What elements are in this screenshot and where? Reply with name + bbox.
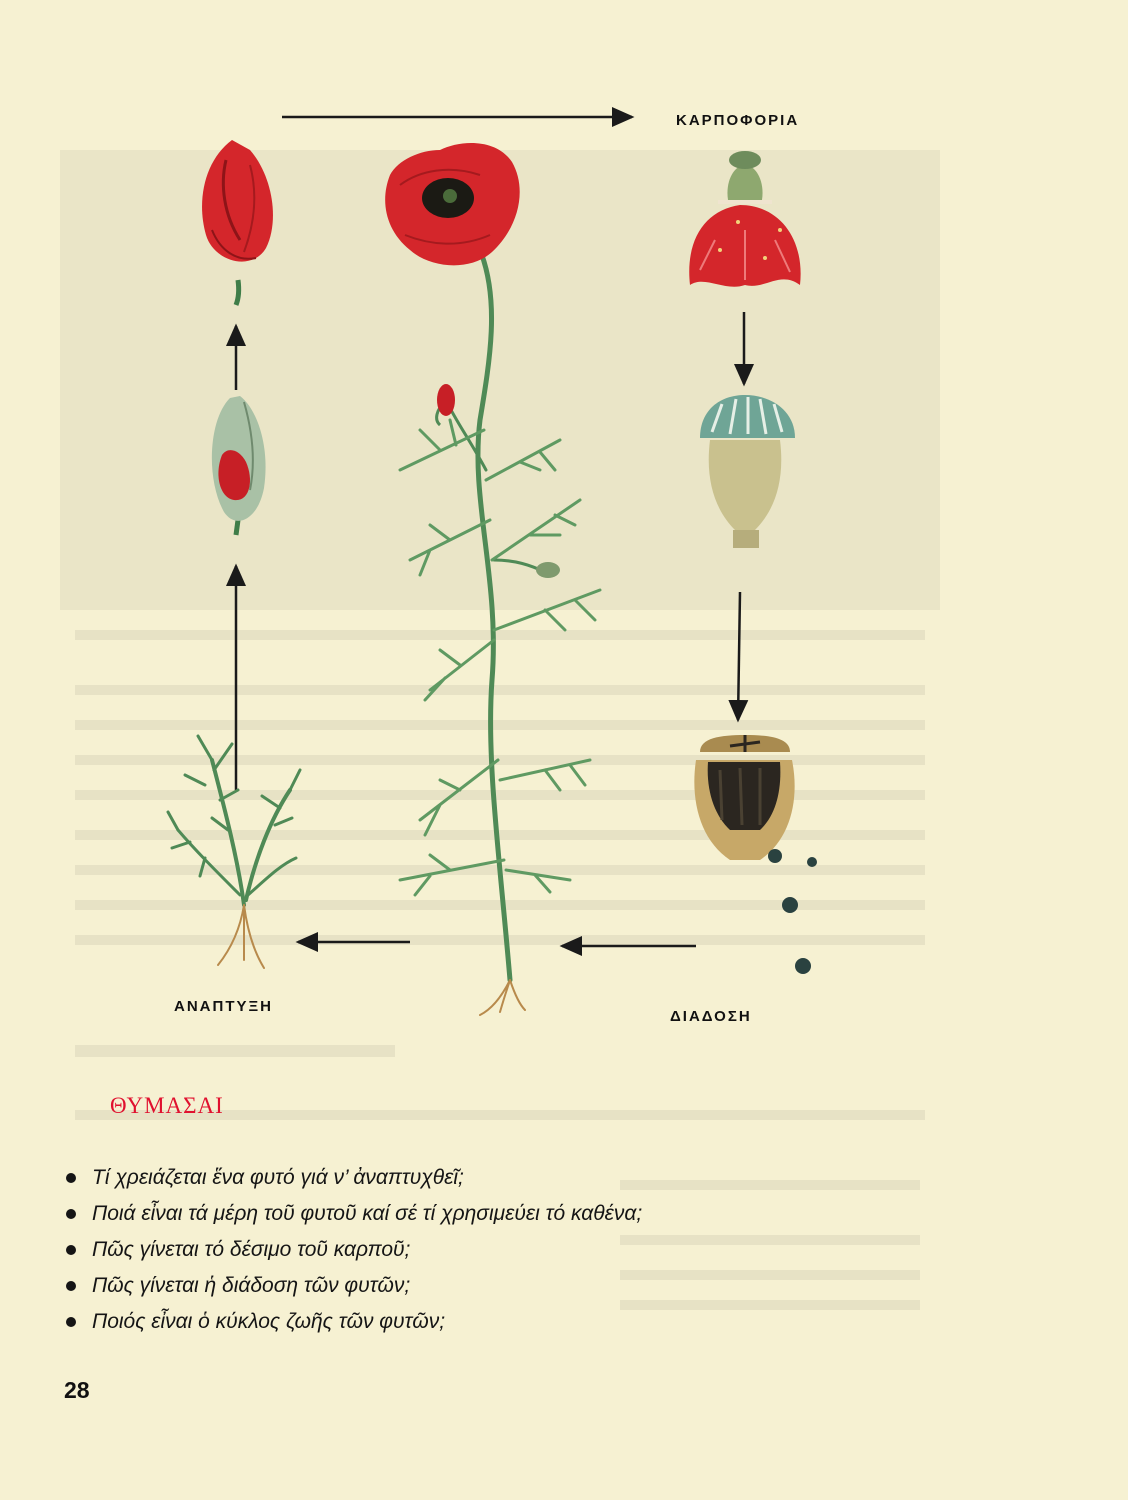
stage-label-fruiting: ΚΑΡΠΟΦΟΡΙΑ	[676, 112, 800, 129]
bullet-icon	[66, 1317, 76, 1327]
list-item	[66, 1268, 642, 1304]
bullet-icon	[66, 1173, 76, 1183]
question-text: Πῶς γίνεται ἡ διάδοση τῶν φυτῶν;	[92, 1274, 411, 1297]
flowering-poppy-plant-icon	[400, 250, 600, 1015]
side-bud-icon	[536, 562, 560, 578]
stage-label-growth: ΑΝΑΠΤΥΞΗ	[174, 998, 273, 1015]
poppy-flower-icon	[385, 143, 520, 265]
question-text: Ποιά εἶναι τά μέρη τοῦ φυτοῦ καί σέ τί χρησιμεύει τό καθένα;	[92, 1202, 643, 1225]
stage-label-dispersal: ΔΙΑΔΟΣΗ	[670, 1008, 752, 1025]
opening-bud-icon	[202, 140, 273, 305]
list-item	[66, 1304, 642, 1340]
review-questions-list	[66, 1160, 642, 1340]
question-text: Τί χρειάζεται ἕνα φυτό γιά ν’ ἀναπτυχθεῖ;	[92, 1166, 464, 1189]
bullet-icon	[66, 1281, 76, 1291]
question-text: Πῶς γίνεται τό δέσιμο τοῦ καρποῦ;	[92, 1238, 411, 1261]
small-bud-icon	[437, 384, 455, 425]
list-item	[66, 1196, 642, 1232]
page-number: 28	[64, 1377, 90, 1403]
open-capsule-seeds-icon	[694, 735, 817, 974]
arrow-right-lower	[738, 592, 740, 720]
section-heading: ΘΥΜΑΣΑΙ	[110, 1093, 224, 1118]
bullet-icon	[66, 1209, 76, 1219]
fruiting-flower-icon	[689, 151, 800, 287]
question-text: Ποιός εἶναι ὁ κύκλος ζωῆς τῶν φυτῶν;	[92, 1310, 446, 1333]
seedling-icon	[168, 736, 300, 968]
bullet-icon	[66, 1245, 76, 1255]
seed-capsule-icon	[700, 395, 795, 548]
list-item	[66, 1232, 642, 1268]
closed-bud-icon	[212, 396, 266, 535]
list-item	[66, 1160, 642, 1196]
